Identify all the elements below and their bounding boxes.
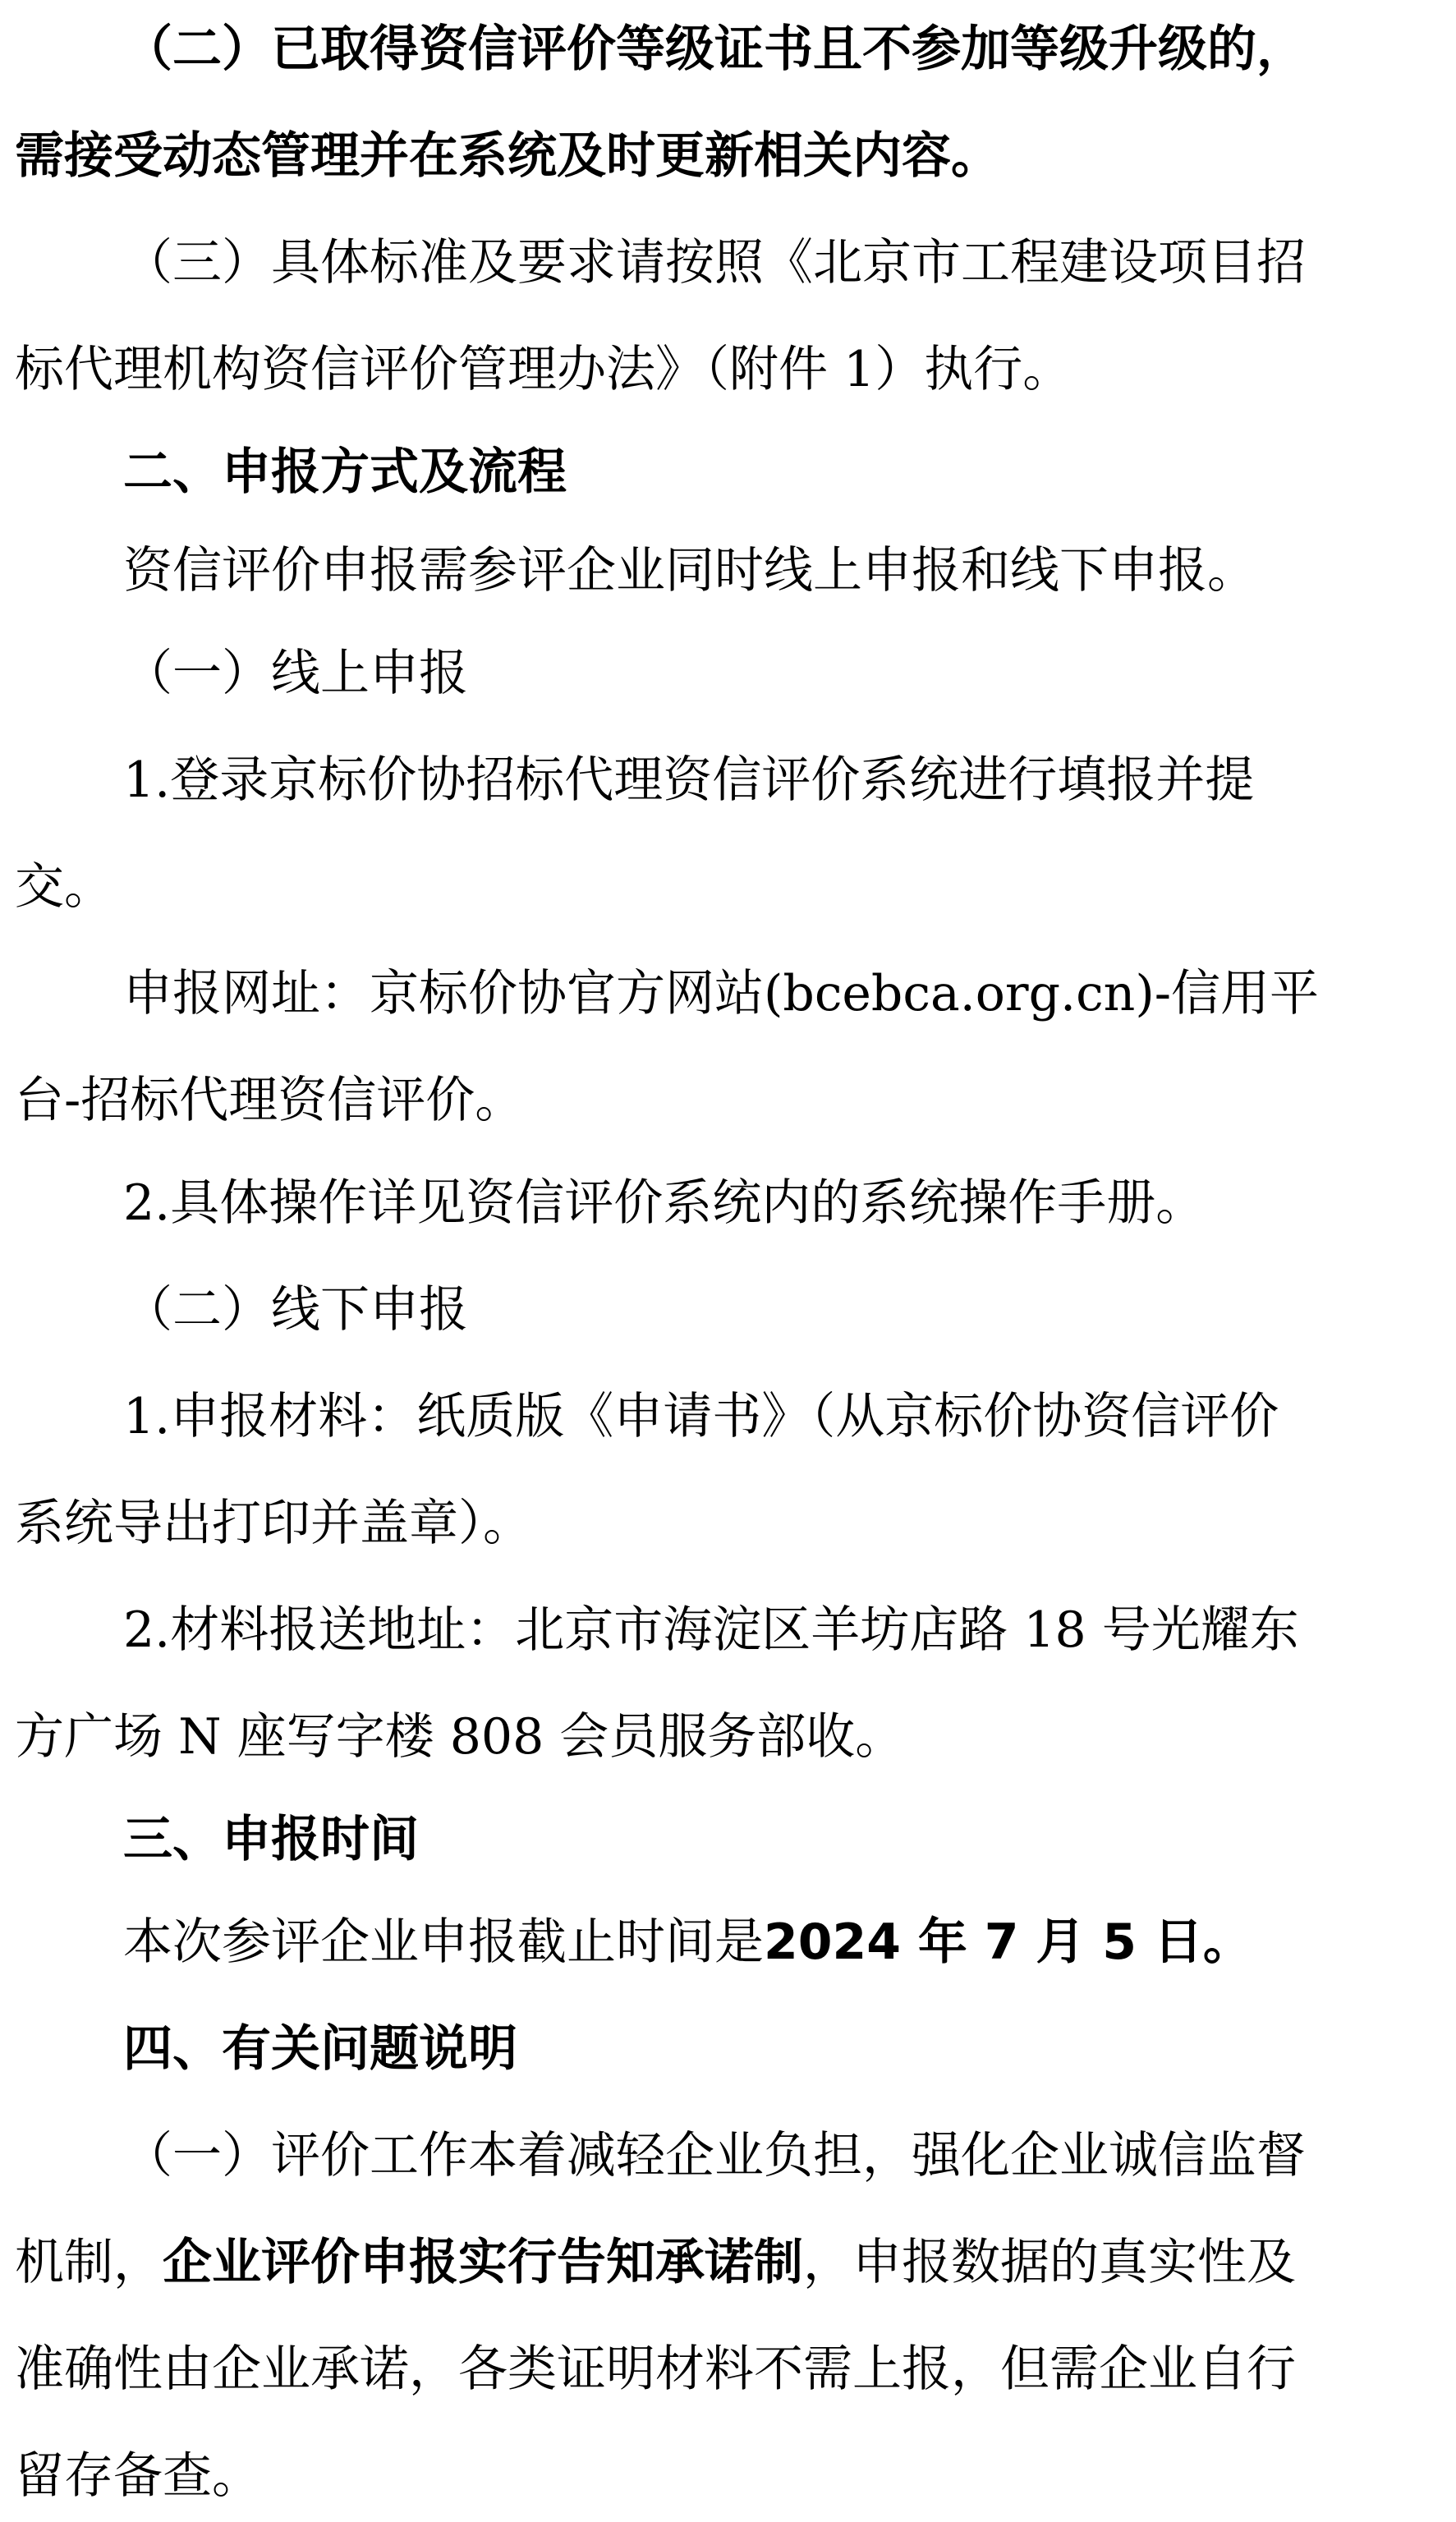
section-heading-4: 四、有关问题说明: [123, 2020, 517, 2078]
section-heading-2: 二、申报方式及流程: [123, 443, 567, 501]
paragraph-line-15: 系统导出打印并盖章）。: [15, 1495, 532, 1552]
deadline-date: 2024 年 7 月 5 日。: [764, 1913, 1252, 1971]
paragraph-line-2: 需接受动态管理并在系统及时更新相关内容。: [15, 127, 1000, 185]
paragraph-line-3: （三）具体标准及要求请按照《北京市工程建设项目招: [123, 234, 1306, 292]
paragraph-line-9: 交。: [15, 858, 113, 916]
bold-highlight: 企业评价申报实行告知承诺制: [163, 2234, 803, 2291]
paragraph-line-14: 1.申报材料：纸质版《申请书》（从京标价协资信评价: [123, 1388, 1279, 1445]
paragraph-line-12: 2.具体操作详见资信评价系统内的系统操作手册。: [123, 1174, 1206, 1232]
text-segment: 机制，: [15, 2234, 163, 2291]
paragraph-line-16: 2.材料报送地址：北京市海淀区羊坊店路 18 号光耀东: [123, 1601, 1299, 1659]
paragraph-line-22: （一）评价工作本着减轻企业负担，强化企业诚信监督: [123, 2127, 1306, 2184]
deadline-text: 本次参评企业申报截止时间是: [123, 1913, 764, 1971]
section-heading-3: 三、申报时间: [123, 1811, 419, 1868]
paragraph-line-25: 留存备查。: [15, 2447, 261, 2505]
paragraph-line-24: 准确性由企业承诺，各类证明材料不需上报，但需企业自行: [15, 2341, 1296, 2398]
paragraph-line-10: 申报网址：京标价协官方网站(bcebca.org.cn)-信用平: [123, 965, 1319, 1022]
paragraph-line-23: [15, 2230, 1296, 2295]
text-segment: ，申报数据的真实性及: [803, 2234, 1296, 2291]
paragraph-line-4: 标代理机构资信评价管理办法》（附件 1）执行。: [15, 341, 1072, 398]
subsection-heading-online: （一）线上申报: [123, 645, 468, 702]
paragraph-line-17: 方广场 N 座写字楼 808 会员服务部收。: [15, 1708, 905, 1766]
paragraph-line-8: 1.登录京标价协招标代理资信评价系统进行填报并提: [123, 751, 1255, 809]
paragraph-line-6: 资信评价申报需参评企业同时线上申报和线下申报。: [123, 542, 1256, 599]
paragraph-line-1: （二）已取得资信评价等级证书且不参加等级升级的，: [123, 21, 1306, 78]
paragraph-line-19: [123, 1909, 1252, 1975]
paragraph-line-11: 台-招标代理资信评价。: [15, 1072, 525, 1129]
subsection-heading-offline: （二）线下申报: [123, 1281, 468, 1339]
